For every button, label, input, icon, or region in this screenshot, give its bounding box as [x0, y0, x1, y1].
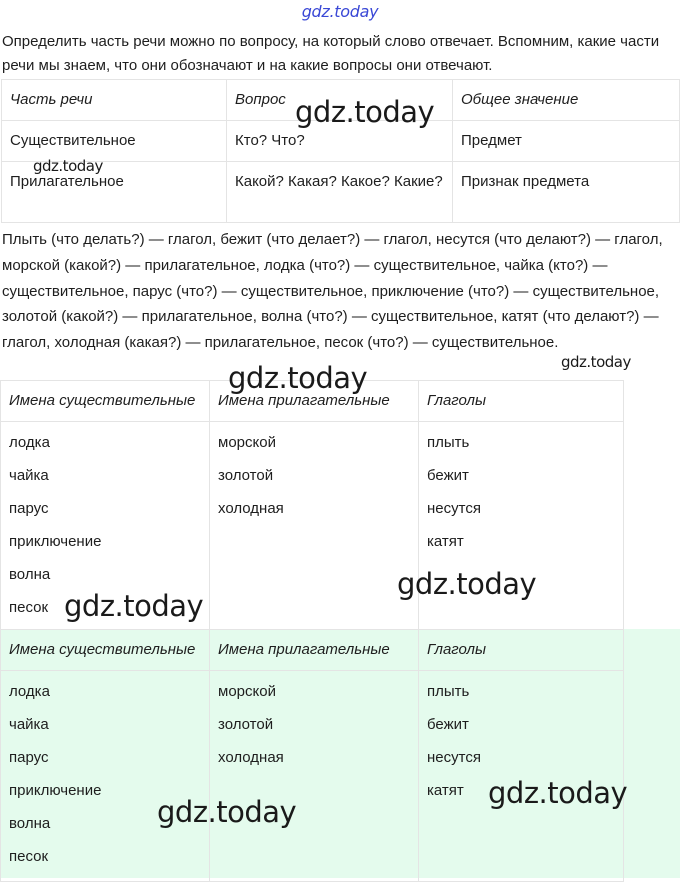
word-item: катят: [427, 782, 464, 799]
table-row: [2, 162, 680, 223]
column-header-adjectives: Имена прилагательные: [210, 630, 419, 671]
column-header-verbs: Глаголы: [419, 630, 624, 671]
word-item: парус: [9, 500, 49, 517]
adjectives-cell: [210, 422, 419, 633]
table-cell: Признак предмета: [453, 162, 680, 223]
word-item: лодка: [9, 683, 50, 700]
column-header-verbs: Глаголы: [419, 381, 624, 422]
word-item: холодная: [218, 500, 284, 517]
word-item: плыть: [427, 434, 470, 451]
intro-paragraph: Определить часть речи можно по вопросу, на который слово отвечает. Вспомним, какие части речи мы знаем, что они обозначают и на какие вопросы они отвечают.: [2, 33, 660, 74]
word-item: золотой: [218, 716, 274, 733]
word-item: лодка: [9, 434, 50, 451]
table-cell: Существительное: [2, 121, 227, 162]
watermark: gdz.today: [33, 157, 103, 175]
watermark: gdz.today: [561, 353, 631, 371]
watermark: gdz.today: [64, 589, 204, 623]
word-item: волна: [9, 566, 51, 583]
word-item: чайка: [9, 467, 49, 484]
column-header-adjectives: Имена прилагательные: [210, 381, 419, 422]
word-item: морской: [218, 434, 276, 451]
watermark: gdz.today: [397, 567, 537, 601]
watermark: gdz.today: [228, 361, 368, 395]
word-item: несутся: [427, 500, 481, 517]
table-header-row: [1, 630, 624, 671]
word-item: парус: [9, 749, 49, 766]
site-logo[interactable]: gdz.today: [301, 2, 379, 21]
word-item: приключение: [9, 533, 102, 550]
table-cell: Прилагательное: [2, 162, 227, 223]
word-item: волна: [9, 815, 51, 832]
explanation-paragraph: Плыть (что делать?) — глагол, бежит (что делает?) — глагол, несутся (что делают?) — глагол, морской (какой?) — прилагательное, лодка (что?) — существительное, чайка (кто?) — существительное, парус (что?) — существительное, приключение (что?) — существительное, золотой (какой?) — прилагательное, волна (что?) — существительное, катят (что делают?) — глагол, холодная (какая?) — прилагательное, песок (что?) — существительное.: [2, 231, 663, 352]
table-cell: Предмет: [453, 121, 680, 162]
adjectives-cell: [210, 671, 419, 882]
column-header-nouns: Имена существительные: [1, 630, 210, 671]
word-item: бежит: [427, 467, 469, 484]
watermark: gdz.today: [488, 776, 628, 810]
word-item: плыть: [427, 683, 470, 700]
word-item: морской: [218, 683, 276, 700]
word-item: бежит: [427, 716, 469, 733]
column-header-meaning: Общее значение: [453, 80, 680, 121]
table-cell: Какой? Какая? Какое? Какие?: [227, 162, 453, 223]
word-item: песок: [9, 599, 49, 616]
column-header-question: Вопрос: [227, 80, 453, 121]
watermark: gdz.today: [295, 95, 435, 129]
answer-classification-table: [0, 629, 624, 882]
word-item: золотой: [218, 467, 274, 484]
word-item: песок: [9, 848, 49, 865]
column-header-nouns: Имена существительные: [1, 381, 210, 422]
watermark: gdz.today: [157, 795, 297, 829]
column-header-part-of-speech: Часть речи: [2, 80, 227, 121]
table-cell: Кто? Что?: [227, 121, 453, 162]
word-item: чайка: [9, 716, 49, 733]
word-item: холодная: [218, 749, 284, 766]
nouns-cell: [1, 671, 210, 882]
word-item: несутся: [427, 749, 481, 766]
word-item: катят: [427, 533, 464, 550]
word-item: приключение: [9, 782, 102, 799]
